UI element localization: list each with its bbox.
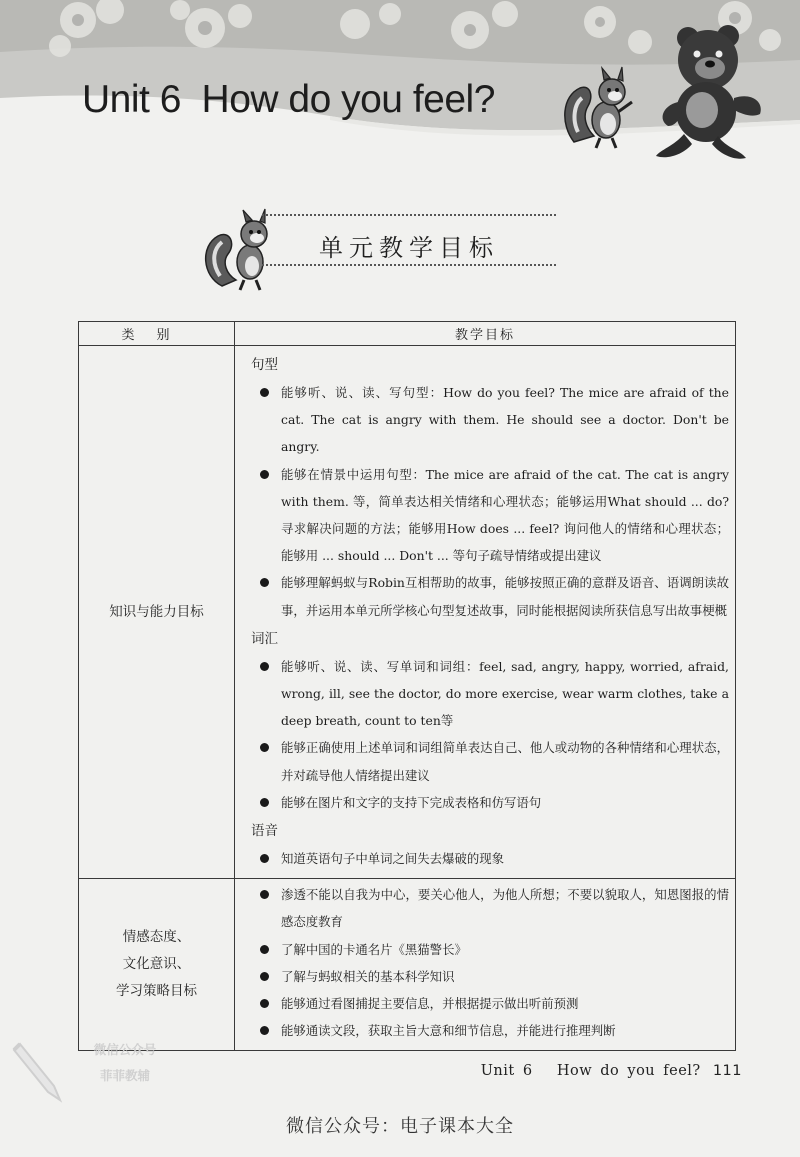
category-label: 知识与能力目标 — [109, 603, 204, 620]
list-item: 能够在图片和文字的支持下完成表格和仿写语句 — [251, 789, 729, 816]
category-label: 情感态度、 — [122, 929, 191, 946]
bottom-watermark: 微信公众号：电子课本大全 — [286, 1116, 514, 1137]
running-title: Unit 6 How do you feel? — [480, 1063, 701, 1079]
section-heading: 单元教学目标 — [319, 234, 499, 262]
list-item: 了解中国的卡通名片《黑猫警长》 — [251, 936, 729, 963]
group-title: 词汇 — [251, 630, 278, 647]
goals-table — [78, 321, 736, 1051]
list-item: 知道英语句子中单词之间失去爆破的现象 — [251, 845, 729, 872]
list-item: 能够通读文段，获取主旨大意和细节信息，并能进行推理判断 — [251, 1017, 729, 1044]
goal-list — [251, 845, 729, 872]
page-footer — [481, 1063, 742, 1079]
list-item: 能够在情景中运用句型：The mice are afraid of the cat. The cat is angry with them. 等，简单表达相关情绪和心理状态；能够运用What should ... do? 寻求解决问题的方法；能够用How does ... feel? 询问他人的情绪和心理状态；能够用 ... should ... Don't ... 等句子疏导情绪或提出建议 — [251, 461, 729, 570]
list-item: 能够听、说、读、写单词和词组：feel, sad, angry, happy, worried, afraid, wrong, ill, see the doctor, do more exercise, wear warm clothes, take a deep breath, count to ten等 — [251, 653, 729, 735]
table-header-row — [79, 322, 736, 346]
goal-list — [251, 379, 729, 624]
list-item: 能够正确使用上述单词和词组简单表达自己、他人或动物的各种情绪和心理状态，并对疏导他人情绪提出建议 — [251, 734, 729, 788]
goal-list — [251, 653, 729, 816]
unit-title: Unit 6 How do you feel? — [82, 78, 495, 121]
list-item: 渗透不能以自我为中心，要关心他人，为他人所想；不要以貌取人，知恩图报的情感态度教育 — [251, 881, 729, 935]
list-item: 能够理解蚂蚁与Robin互相帮助的故事，能够按照正确的意群及语音、语调朗读故事，并运用本单元所学核心句型复述故事，同时能根据阅读所获信息写出故事梗概 — [251, 569, 729, 623]
heading-rule-bottom — [262, 264, 556, 266]
stamp-line: 微信公众号 — [93, 1042, 157, 1057]
table-row — [79, 346, 736, 879]
goals-cell — [235, 346, 736, 879]
goals-cell — [235, 879, 736, 1051]
watermark-stamp — [10, 1022, 170, 1112]
list-item: 能够通过看图捕捉主要信息，并根据提示做出听前预测 — [251, 990, 729, 1017]
squirrel-illustration — [560, 62, 640, 152]
category-label: 文化意识、 — [122, 956, 191, 973]
page-number: 111 — [712, 1063, 742, 1079]
section-heading-block — [262, 206, 556, 266]
category-label: 学习策略目标 — [116, 983, 197, 1000]
header-goals: 教学目标 — [235, 322, 736, 346]
group-title: 句型 — [251, 357, 278, 373]
bear-illustration — [648, 22, 778, 162]
heading-rule-top — [262, 214, 556, 216]
pen-icon — [10, 1036, 68, 1106]
goal-list — [251, 881, 729, 1044]
list-item: 了解与蚂蚁相关的基本科学知识 — [251, 963, 729, 990]
stamp-line: 菲菲教辅 — [99, 1068, 150, 1083]
header-category: 类别 — [79, 322, 235, 346]
list-item: 能够听、说、读、写句型：How do you feel? The mice are afraid of the cat. The cat is angry with them. He should see a doctor. Don't be angry. — [251, 379, 729, 461]
table-row — [79, 879, 736, 1051]
category-cell — [79, 346, 235, 879]
group-title: 语音 — [251, 823, 278, 840]
